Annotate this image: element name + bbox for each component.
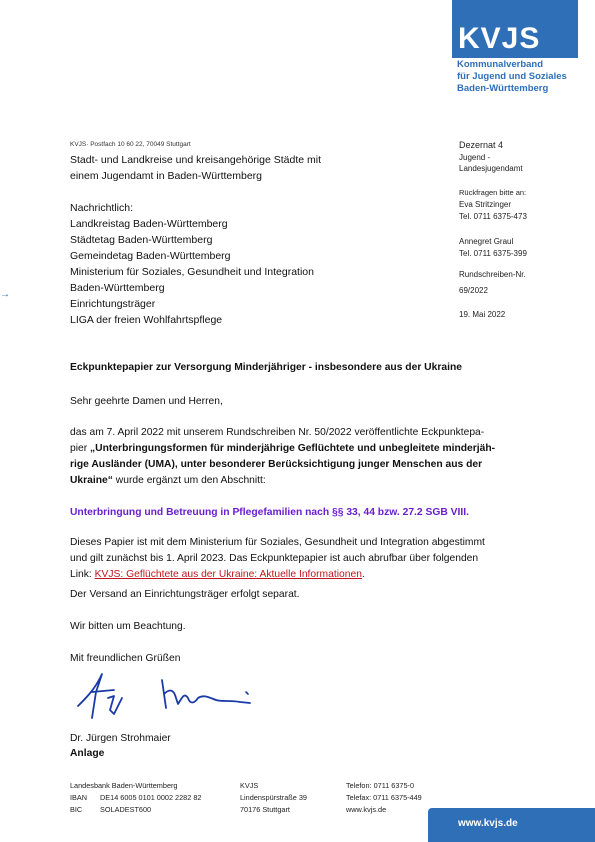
cc-item: Landkreistag Baden-Württemberg <box>70 218 228 230</box>
ukraine-info-link[interactable]: KVJS: Geflüchtete aus der Ukraine: Aktuelle Informationen <box>94 569 362 580</box>
paragraph-1-line-4-plain: wurde ergänzt um den Abschnitt: <box>112 475 266 486</box>
paragraph-1-line-4 <box>70 473 266 489</box>
salutation: Sehr geehrte Damen und Herren, <box>70 396 223 407</box>
department-sub-1: Jugend - <box>459 153 491 162</box>
footer-web: www.kvjs.de <box>346 805 387 814</box>
paragraph-1-line-2-plain: pier <box>70 443 91 454</box>
footer-phone: Telefon: 0711 6375-0 <box>346 781 415 790</box>
footer-street: Lindenspürstraße 39 <box>240 793 307 802</box>
paper-title-part-3: Ukraine“ <box>70 475 113 486</box>
letter-date: 19. Mai 2022 <box>459 310 506 319</box>
cc-label: Nachrichtlich: <box>70 202 134 214</box>
footer-bic-label: BIC <box>70 805 83 814</box>
logo-line-1: Kommunalverband <box>457 59 544 70</box>
paper-title-part-1: „Unterbringungsformen für minderjährige Geflüchtete und unbegleitete minderjäh- <box>90 443 496 454</box>
paragraph-1-line-2 <box>70 441 495 457</box>
paragraph-1-line-1: das am 7. April 2022 mit unserem Rundschreiben Nr. 50/2022 veröffentlichte Eckpunktepa- <box>70 427 485 438</box>
signer-name: Dr. Jürgen Strohmaier <box>70 733 171 744</box>
footer-iban-label: IBAN <box>70 793 88 802</box>
footer-city: 70176 Stuttgart <box>240 805 290 814</box>
paragraph-2-line-4: Der Versand an Einrichtungsträger erfolgt separat. <box>70 589 300 600</box>
logo-line-3: Baden-Württemberg <box>457 83 549 94</box>
contact-2-phone: Tel. 0711 6375-399 <box>459 249 527 258</box>
footer-org: KVJS <box>240 781 259 790</box>
questions-label: Rückfragen bitte an: <box>459 188 527 197</box>
department: Dezernat 4 <box>459 140 504 150</box>
cc-item: Baden-Württemberg <box>70 282 165 294</box>
cc-item: Einrichtungsträger <box>70 298 156 310</box>
footer-bic: SOLADEST600 <box>100 805 152 814</box>
section-highlight: Unterbringung und Betreuung in Pflegefamilien nach §§ 33, 44 bzw. 27.2 SGB VIII. <box>70 507 469 518</box>
cc-item: Gemeindetag Baden-Württemberg <box>70 250 231 262</box>
contact-1-name: Eva Stritzinger <box>459 200 512 209</box>
logo-line-2: für Jugend und Soziales <box>457 71 567 82</box>
recipient-line-1: Stadt- und Landkreise und kreisangehörige Städte mit <box>70 154 321 166</box>
link-suffix: . <box>361 569 365 580</box>
circular-number: 69/2022 <box>459 286 488 295</box>
footer-iban: DE14 6005 0101 0002 2282 82 <box>100 793 202 802</box>
website-tab-label[interactable]: www.kvjs.de <box>458 818 518 829</box>
greeting: Mit freundlichen Grüßen <box>70 653 181 664</box>
logo-text: KVJS <box>458 22 541 55</box>
footer-bank-name: Landesbank Baden-Württemberg <box>70 781 178 790</box>
contact-1-phone: Tel. 0711 6375-473 <box>459 212 527 221</box>
footer-fax: Telefax: 0711 6375-449 <box>346 793 422 802</box>
department-sub-2: Landesjugendamt <box>459 164 523 173</box>
recipient-line-2: einem Jugendamt in Baden-Württemberg <box>70 170 263 182</box>
fold-mark-icon: → <box>0 289 10 300</box>
paragraph-2-line-2: und gilt zunächst bis 1. April 2023. Das Eckpunktepapier ist auch abrufbar über folgenden <box>70 553 479 564</box>
cc-item: Ministerium für Soziales, Gesundheit und Integration <box>70 266 314 278</box>
cc-item: Städtetag Baden-Württemberg <box>70 234 213 246</box>
link-prefix: Link: <box>70 569 95 580</box>
contact-2-name: Annegret Graul <box>459 237 514 246</box>
closing-request: Wir bitten um Beachtung. <box>70 621 186 632</box>
attachment-label: Anlage <box>70 748 105 759</box>
signature <box>70 668 260 728</box>
cc-item: LIGA der freien Wohlfahrtspflege <box>70 314 223 326</box>
subject-line: Eckpunktepapier zur Versorgung Minderjähriger - insbesondere aus der Ukraine <box>70 362 462 373</box>
sender-line: KVJS· Postfach 10 60 22, 70049 Stuttgart <box>70 141 191 148</box>
paper-title-part-2: rige Ausländer (UMA), unter besonderer Berücksichtigung junger Menschen aus der <box>70 459 483 470</box>
paragraph-2-line-1: Dieses Papier ist mit dem Ministerium für Soziales, Gesundheit und Integration abgestimmt <box>70 537 485 548</box>
paragraph-2-line-3 <box>70 567 365 583</box>
circular-label: Rundschreiben-Nr. <box>459 270 526 279</box>
